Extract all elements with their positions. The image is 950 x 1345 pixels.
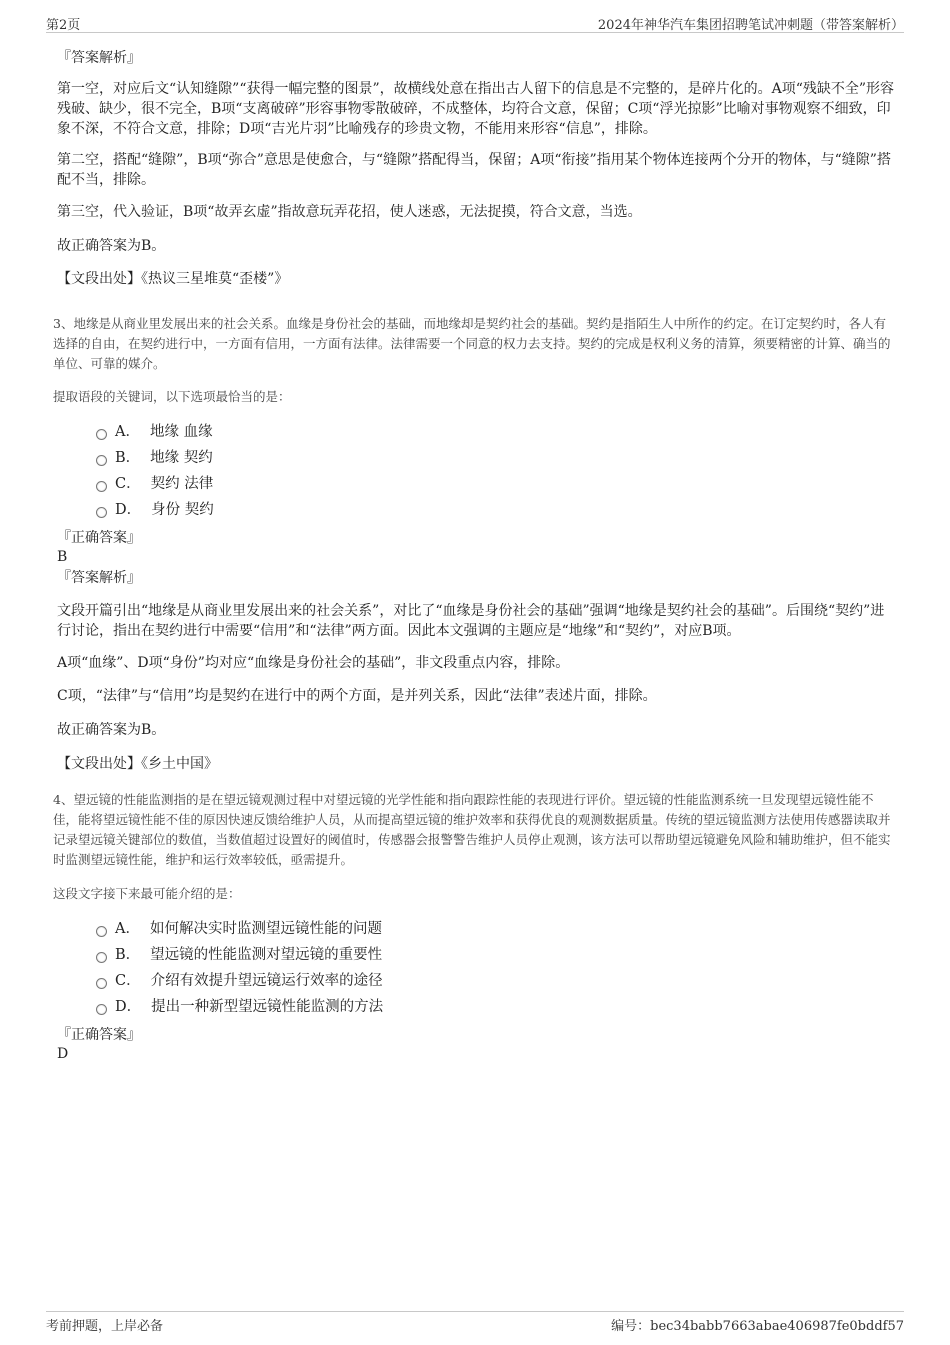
option-letter: B． xyxy=(115,450,141,466)
option-d[interactable] xyxy=(96,499,214,521)
option-a[interactable] xyxy=(96,421,213,443)
option-text: 提出一种新型望远镜性能监测的方法 xyxy=(151,999,384,1015)
footer-slogan: 考前押题，上岸必备 xyxy=(46,1319,164,1334)
question-stem: 3、地缘是从商业里发展出来的社会关系。血缘是身份社会的基础，而地缘却是契约社会的基础。契约是指陌生人中所作的约定。在订定契约时，各人有选择的自由，在契约进行中，一方面有信用，一方面有法律。法律需要一个同意的权力去支持。契约的完成是权利义务的清算，须要精密的计算、确当的单位、可靠的媒介。 xyxy=(53,316,891,371)
analysis-paragraph: 第二空，搭配“缝隙”，B项“弥合”意思是使愈合，与“缝隙”搭配得当，保留；A项“衔接”指用某个物体连接两个分开的物体，与“缝隙”搭配不当，排除。 xyxy=(57,152,891,188)
analysis-paragraph: 第一空，对应后文“认知缝隙”“获得一幅完整的图景”，故横线处意在指出古人留下的信息是不完整的，是碎片化的。A项“残缺不全”形容残破、缺少，很不完全，B项“支离破碎”形容事物零散破碎，不成整体，均符合文意，保留；C项“浮光掠影”比喻对事物观察不细致，印象不深，不符合文意，排除；D项“吉光片羽”比喻残存的珍贵文物，不能用来形容“信息”，排除。 xyxy=(57,81,895,137)
page-number: 第2页 xyxy=(46,18,81,33)
question-prompt: 这段文字接下来最可能介绍的是： xyxy=(53,886,241,901)
analysis-title: 『答案解析』 xyxy=(57,50,141,66)
radio-icon[interactable] xyxy=(96,455,107,466)
option-text: 地缘 契约 xyxy=(150,450,213,466)
page-footer xyxy=(46,1311,904,1335)
option-text: 介绍有效提升望远镜运行效率的途径 xyxy=(150,973,383,989)
radio-icon[interactable] xyxy=(96,952,107,963)
question-prompt: 提取语段的关键词，以下选项最恰当的是： xyxy=(53,389,291,404)
option-letter: B． xyxy=(115,947,141,963)
option-text: 身份 契约 xyxy=(151,502,214,518)
option-letter: D． xyxy=(115,502,142,518)
option-letter: A． xyxy=(115,424,140,440)
correct-answer-title: 『正确答案』 xyxy=(57,530,141,546)
analysis-paragraph: C项，“法律”与“信用”均是契约在进行中的两个方面，是并列关系，因此“法律”表述片面，排除。 xyxy=(57,688,657,704)
source-citation: 【文段出处】《热议三星堆莫“歪楼”》 xyxy=(57,271,289,287)
option-text: 如何解决实时监测望远镜性能的问题 xyxy=(149,921,382,937)
page-header xyxy=(46,14,904,33)
option-text: 地缘 血缘 xyxy=(149,424,213,440)
option-text: 望远镜的性能监测对望远镜的重要性 xyxy=(150,947,383,963)
analysis-title: 『答案解析』 xyxy=(57,570,141,586)
radio-icon[interactable] xyxy=(96,978,107,989)
analysis-conclusion: 故正确答案为B。 xyxy=(57,238,166,254)
analysis-paragraph: 第三空，代入验证，B项“故弄玄虚”指故意玩弄花招，使人迷惑，无法捉摸，符合文意，当选。 xyxy=(57,204,642,220)
option-b[interactable] xyxy=(96,447,213,469)
radio-icon[interactable] xyxy=(96,1004,107,1015)
option-b[interactable] xyxy=(96,944,382,966)
radio-icon[interactable] xyxy=(96,507,107,518)
option-c[interactable] xyxy=(96,473,213,495)
radio-icon[interactable] xyxy=(96,481,107,492)
analysis-paragraph: A项“血缘”、D项“身份”均对应“血缘是身份社会的基础”，非文段重点内容，排除。 xyxy=(57,655,570,671)
option-c[interactable] xyxy=(96,970,383,992)
radio-icon[interactable] xyxy=(96,429,107,440)
correct-answer: D xyxy=(57,1046,69,1062)
question-stem: 4、望远镜的性能监测指的是在望远镜观测过程中对望远镜的光学性能和指向跟踪性能的表现进行评价。望远镜的性能监测系统一旦发现望远镜性能不佳，能将望远镜性能不佳的原因快速反馈给维护人员，从而提高望远镜的维护效率和获得优良的观测数据质量。传统的望远镜监测方法使用传感器读取并记录望远镜关键部位的数值，当数值超过设置好的阈值时，传感器会报警警告维护人员停止观测，该方法可以帮助望远镜避免风险和辅助维护，但不能实时监测望远镜性能，维护和运行效率较低，亟需提升。 xyxy=(53,792,891,867)
option-letter: D． xyxy=(115,999,142,1015)
option-a[interactable] xyxy=(96,918,382,940)
correct-answer-title: 『正确答案』 xyxy=(57,1027,141,1043)
option-letter: A． xyxy=(115,921,140,937)
option-letter: C． xyxy=(115,973,141,989)
analysis-paragraph: 文段开篇引出“地缘是从商业里发展出来的社会关系”，对比了“血缘是身份社会的基础”强调“地缘是契约社会的基础”。后围绕“契约”进行讨论，指出在契约进行中需要“信用”和“法律”两方面。因此本文强调的主题应是“地缘”和“契约”，对应B项。 xyxy=(57,603,885,639)
document-code: 编号：bec34babb7663abae406987fe0bddf57 xyxy=(611,1319,904,1334)
analysis-conclusion: 故正确答案为B。 xyxy=(57,722,166,738)
option-d[interactable] xyxy=(96,996,383,1018)
option-letter: C． xyxy=(115,476,141,492)
document-title: 2024年神华汽车集团招聘笔试冲刺题（带答案解析） xyxy=(597,18,904,33)
radio-icon[interactable] xyxy=(96,926,107,937)
source-citation: 【文段出处】《乡土中国》 xyxy=(57,756,218,772)
correct-answer: B xyxy=(57,549,68,565)
option-text: 契约 法律 xyxy=(150,476,214,492)
